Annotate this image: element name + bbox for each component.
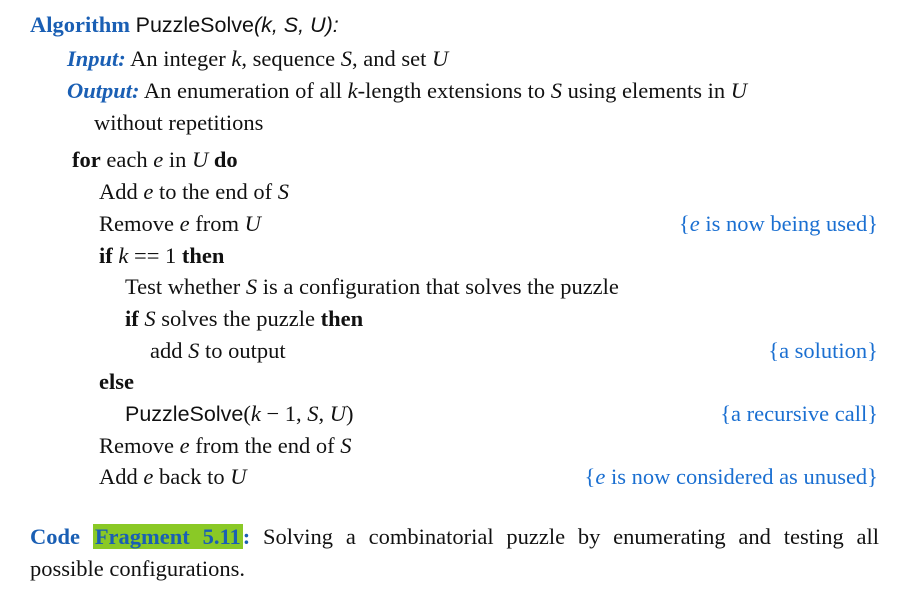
algorithm-header	[30, 11, 339, 39]
step-add-back: Add e back to U	[99, 464, 247, 489]
if-solves-line: if S solves the puzzle then	[125, 306, 364, 331]
input-text: An integer k, sequence S, and set U	[130, 46, 449, 71]
step-remove-end: Remove e from the end of S	[99, 433, 352, 458]
step-add-output: add S to output	[150, 338, 286, 363]
else-line: else	[99, 369, 134, 394]
output-line-2: without repetitions	[94, 110, 264, 135]
comment-being-used: {e is now being used}	[678, 211, 878, 236]
step-remove-e: Remove e from U	[99, 211, 261, 236]
for-loop-line: for each e in U do	[72, 147, 238, 172]
step-recursive-call: PuzzleSolve(k − 1, S, U)	[125, 401, 354, 426]
algorithm-keyword: Algorithm	[30, 12, 130, 37]
if-k-line: if k == 1 then	[99, 243, 225, 268]
step-test: Test whether S is a configuration that solves the puzzle	[125, 274, 619, 299]
output-line	[67, 77, 747, 105]
algorithm-name: PuzzleSolve	[135, 13, 254, 37]
comment-recursive-call: {a recursive call}	[720, 401, 878, 426]
figure-caption: Code Fragment 5.11: Solving a combinatorial puzzle by enumerating and testing all possible configurations.	[30, 524, 880, 581]
caption-text: Solving a combinatorial puzzle by enumerating and testing all possible configurations.	[30, 524, 880, 581]
comment-solution: {a solution}	[768, 338, 878, 363]
input-line	[67, 45, 448, 73]
algorithm-params: (k, S, U):	[253, 13, 339, 37]
caption-fragment-highlight: Fragment 5.11	[94, 524, 241, 549]
step-add-e: Add e to the end of S	[99, 179, 289, 204]
input-label: Input:	[67, 46, 126, 71]
output-label: Output:	[67, 78, 140, 103]
caption-code-label: Code	[30, 524, 93, 549]
comment-unused: {e is now considered as unused}	[584, 464, 878, 489]
output-text: An enumeration of all k-length extensions to S using elements in U	[143, 78, 747, 103]
